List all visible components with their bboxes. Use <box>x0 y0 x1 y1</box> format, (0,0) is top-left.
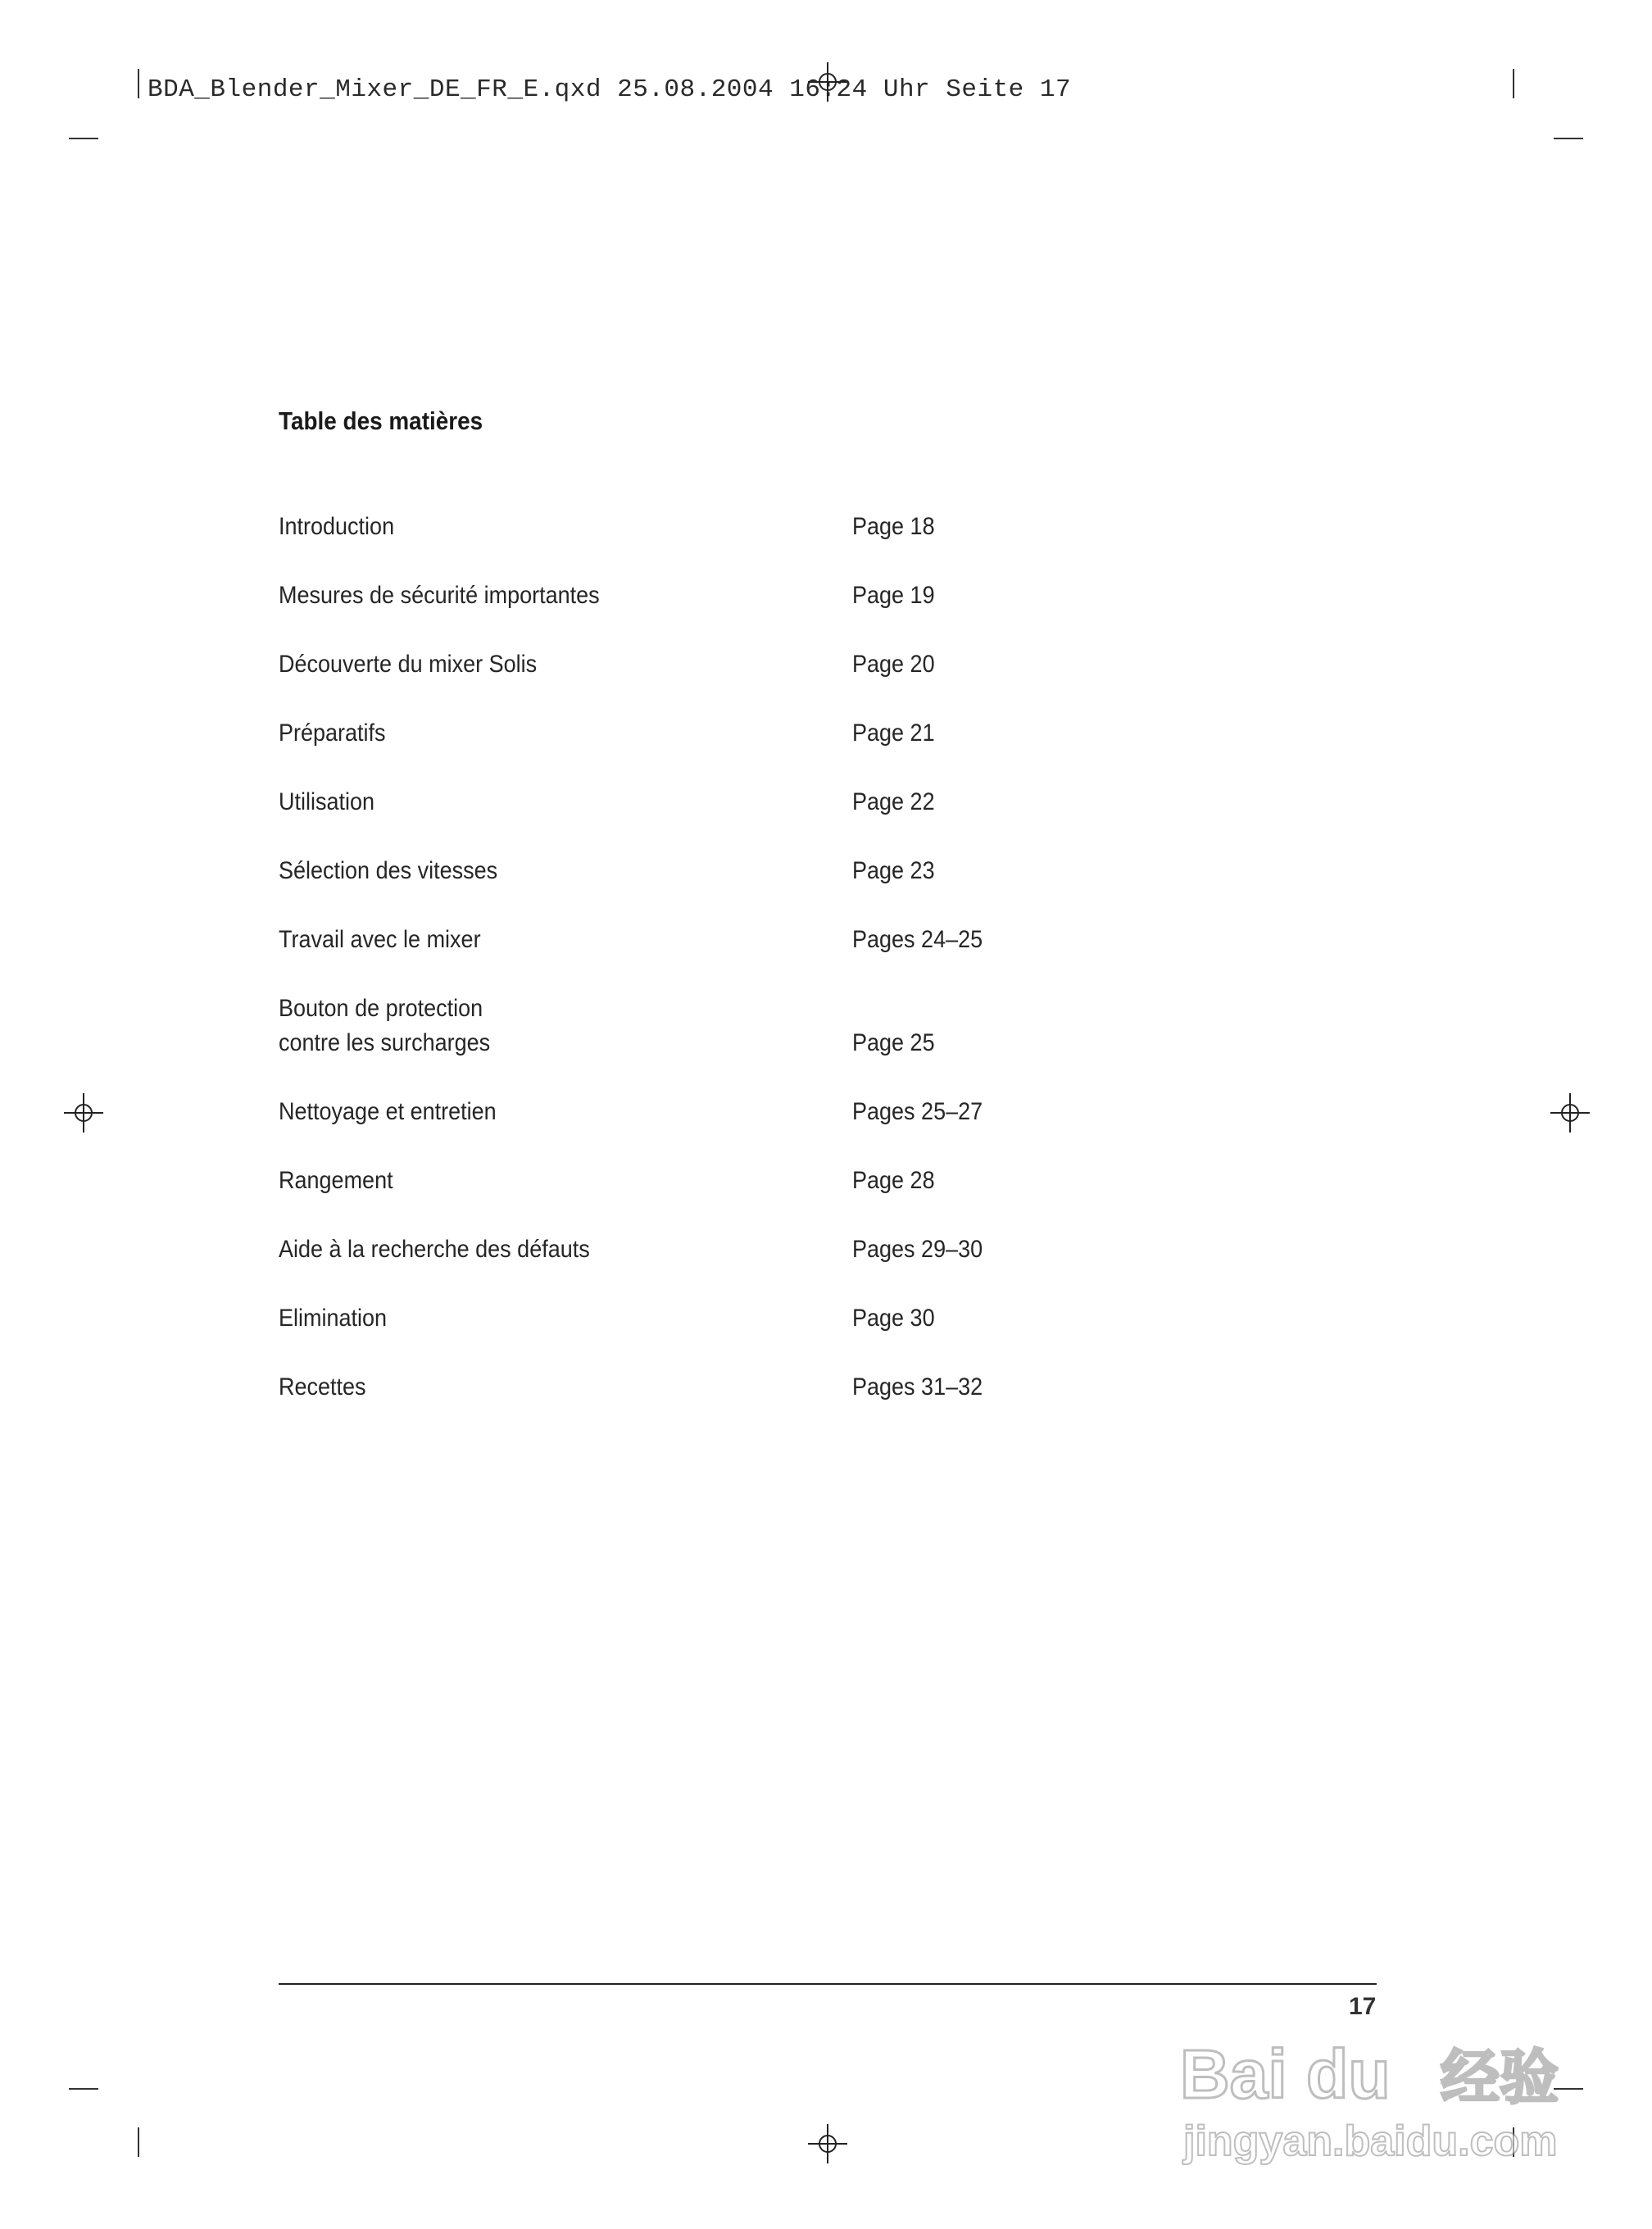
registration-mark-top-icon <box>808 62 847 102</box>
toc-entry-label-line: Mesures de sécurité importantes <box>279 582 600 609</box>
registration-mark-bottom-icon <box>808 2124 847 2163</box>
toc-entry-label <box>279 1370 780 1405</box>
toc-entry-label <box>279 579 780 613</box>
toc-entry-label <box>279 854 780 888</box>
toc-entry-label <box>279 923 780 957</box>
toc-entry-page: Page 19 <box>852 582 935 609</box>
toc-entry-label-line: Bouton de protection <box>279 995 483 1022</box>
footer-rule <box>279 1983 1377 1985</box>
print-slug-line: BDA_Blender_Mixer_DE_FR_E.qxd 25.08.2004 16:24 Uhr Seite 17 <box>148 75 1072 104</box>
toc-entry-label <box>279 1301 780 1336</box>
crop-mark-bottom-left-v <box>138 2127 139 2157</box>
toc-entry-page: Pages 31–32 <box>852 1373 983 1401</box>
toc-entry-label <box>279 510 780 544</box>
toc-entry-label <box>279 1233 780 1267</box>
toc-entry-label-line: Introduction <box>279 513 395 540</box>
toc-entry-label <box>279 716 780 751</box>
toc-entry-label-line: Elimination <box>279 1305 388 1332</box>
toc-entry-label-line: Utilisation <box>279 788 375 815</box>
toc-entry-page: Page 20 <box>852 651 935 678</box>
toc-entry-page: Page 22 <box>852 788 935 815</box>
toc-entry-page: Page 30 <box>852 1305 935 1332</box>
toc-entry-label-line: Découverte du mixer Solis <box>279 651 538 678</box>
toc-entry-page: Page 23 <box>852 857 935 884</box>
crop-mark-top-right-v <box>1513 69 1514 98</box>
toc-entry-page: Page 18 <box>852 513 935 540</box>
toc-entry-label-line: Aide à la recherche des défauts <box>279 1236 590 1263</box>
toc-entry-label <box>279 1095 780 1129</box>
watermark-url: jingyan.baidu.com <box>1183 2118 1558 2165</box>
toc-entry-label <box>279 785 780 819</box>
toc-entry-page: Page 28 <box>852 1167 935 1194</box>
toc-entry-page: Page 25 <box>852 1029 935 1056</box>
toc-entry-label <box>279 1164 780 1198</box>
toc-title: Table des matières <box>279 406 483 435</box>
toc-entry-label <box>279 992 780 1060</box>
toc-entry-page: Pages 24–25 <box>852 926 983 953</box>
toc-entry-label-line: Recettes <box>279 1373 366 1401</box>
watermark-suffix: 经验 <box>1441 2043 1559 2112</box>
toc-entry-label <box>279 647 780 682</box>
watermark-brand: Bai du <box>1180 2036 1391 2113</box>
toc-entry-label-line: Préparatifs <box>279 720 386 747</box>
toc-entry-label-line: Sélection des vitesses <box>279 857 498 884</box>
toc-entry-page: Pages 29–30 <box>852 1236 983 1263</box>
registration-mark-left-icon <box>64 1093 103 1133</box>
toc-entry-label-line: contre les surcharges <box>279 1029 491 1056</box>
toc-entry-label-line: Nettoyage et entretien <box>279 1098 497 1125</box>
toc-entry-page: Page 21 <box>852 720 935 747</box>
toc-entry-page: Pages 25–27 <box>852 1098 983 1125</box>
toc-entry-label-line: Rangement <box>279 1167 393 1194</box>
registration-mark-right-icon <box>1550 1093 1590 1133</box>
crop-mark-top-left-h <box>69 138 98 139</box>
baidu-jingyan-watermark <box>1180 2024 1573 2172</box>
toc-entry-label-line: Travail avec le mixer <box>279 926 481 953</box>
crop-mark-top-right-h <box>1554 138 1583 139</box>
page-number: 17 <box>1349 1993 1377 2020</box>
crop-mark-bottom-left-h <box>69 2088 98 2090</box>
crop-mark-top-left-v <box>138 69 139 98</box>
